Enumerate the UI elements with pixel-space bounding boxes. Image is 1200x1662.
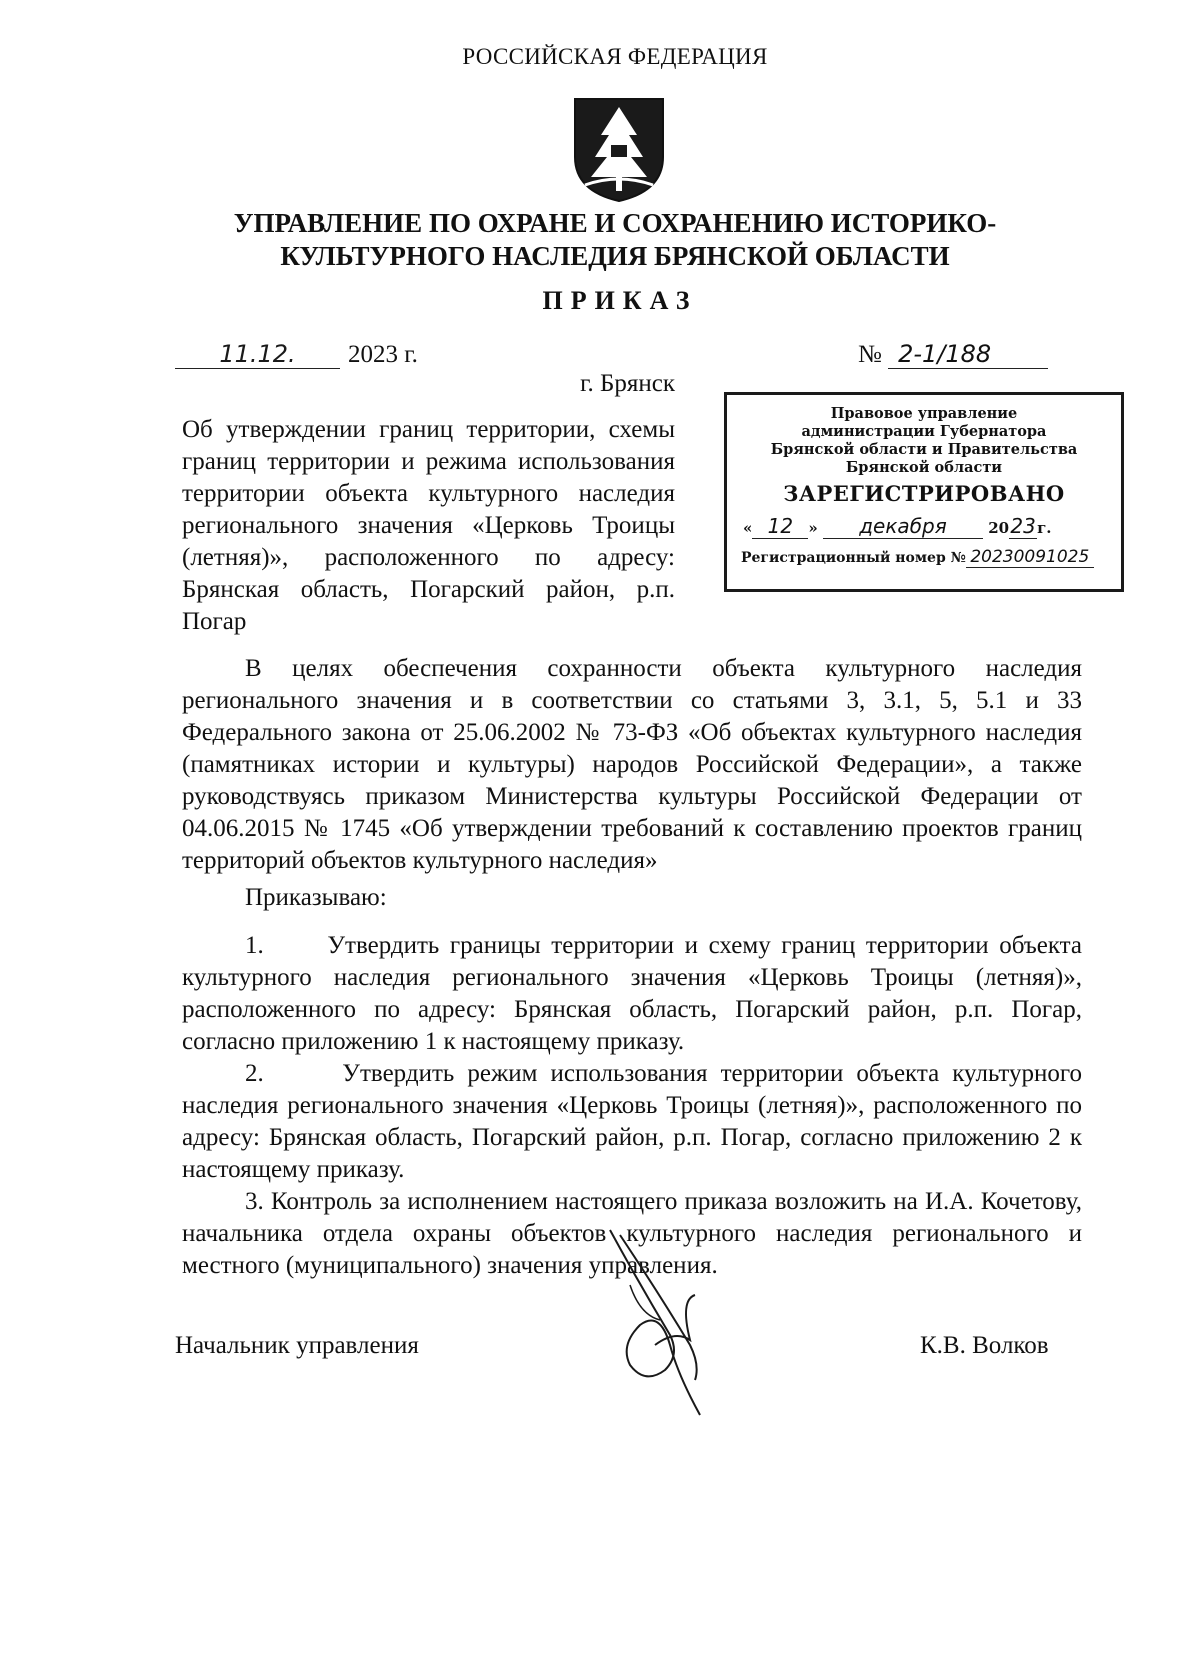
number-prefix: № [858, 341, 882, 368]
handwritten-date: 11.12. [175, 340, 340, 369]
stamp-authority [727, 405, 1121, 477]
registration-stamp [724, 392, 1124, 592]
stamp-line-4: Брянской области [845, 459, 1003, 476]
order-item-3: 3. Контроль за исполнением настоящего приказа возложить на И.А. Кочетову, начальника отдела охраны объектов культурного наследия регионального и местного (муниципального) значения управления. [182, 1188, 1082, 1279]
country-header: РОССИЙСКАЯ ФЕДЕРАЦИЯ [462, 44, 768, 69]
document-year: 2023 г. [348, 341, 418, 368]
organization-line-1: УПРАВЛЕНИЕ ПО ОХРАНЕ И СОХРАНЕНИЮ ИСТОРИКО- [233, 208, 997, 238]
signer-name: К.В. Волков [920, 1332, 1049, 1359]
stamp-quote-open: « [743, 519, 753, 537]
signer-position: Начальник управления [175, 1332, 419, 1359]
stamp-day: 12 [752, 514, 808, 539]
order-item-2: 2. Утвердить режим использования территории объекта культурного наследия регионального значения «Церковь Троицы (летняя)», расположенного по адресу: Брянская область, Погарский район, р.п. Погар, согласно приложению 2 к настоящему приказу. [182, 1060, 1082, 1183]
stamp-line-2: администрации Губернатора [801, 423, 1047, 440]
document-number [858, 340, 1048, 369]
decree-word: Приказываю: [245, 884, 387, 911]
stamp-date [727, 514, 1121, 539]
stamp-reg-number: 20230091025 [966, 547, 1094, 568]
signature-icon [600, 1225, 760, 1425]
document-type-title: ПРИКАЗ [542, 286, 698, 315]
organization-line-2: КУЛЬТУРНОГО НАСЛЕДИЯ БРЯНСКОЙ ОБЛАСТИ [280, 241, 950, 271]
stamp-year-suffix: 23 [1010, 514, 1036, 538]
organization-name [0, 207, 1200, 273]
stamp-line-1: Правовое управление [830, 405, 1018, 422]
preamble-paragraph: В целях обеспечения сохранности объекта культурного наследия регионального значения и в соответствии со статьями 3, 3.1, 5, 5.1 и 33 Федерального закона от 25.06.2002 № 73-ФЗ «Об объектах культурного наследия (памятниках истории и культуры) народов Российской Федерации», а также руководствуясь приказом Министерства культуры Российской Федерации от 04.06.2015 № 1745 «Об утверждении требований к составлению проектов границ территорий объектов культурного наследия» [182, 655, 1082, 874]
stamp-year-end: г. [1037, 519, 1052, 537]
stamp-line-3: Брянской области и Правительства [770, 441, 1078, 458]
stamp-quote-close: » [808, 519, 818, 537]
handwritten-number: 2-1/188 [888, 340, 1048, 369]
document-city: г. Брянск [580, 370, 675, 397]
stamp-status: ЗАРЕГИСТРИРОВАНО [783, 481, 1065, 506]
coat-of-arms-icon [571, 95, 667, 205]
stamp-registration [727, 547, 1121, 568]
document-date [175, 340, 418, 369]
order-item-1: 1. Утвердить границы территории и схему границ территории объекта культурного наследия регионального значения «Церковь Троицы (летняя)», расположенного по адресу: Брянская область, Погарский район, р.п. Погар, согласно приложению 1 к настоящему приказу. [182, 932, 1082, 1055]
stamp-year-prefix: 20 [988, 519, 1010, 537]
stamp-month: декабря [823, 514, 983, 539]
stamp-reg-label: Регистрационный номер № [741, 550, 966, 566]
document-subject: Об утверждении границ территории, схемы границ территории и режима использования территории объекта культурного наследия регионального значения «Церковь Троицы (летняя)», расположенного по адресу: Брянская область, Погарский район, р.п. Погар [182, 416, 675, 635]
